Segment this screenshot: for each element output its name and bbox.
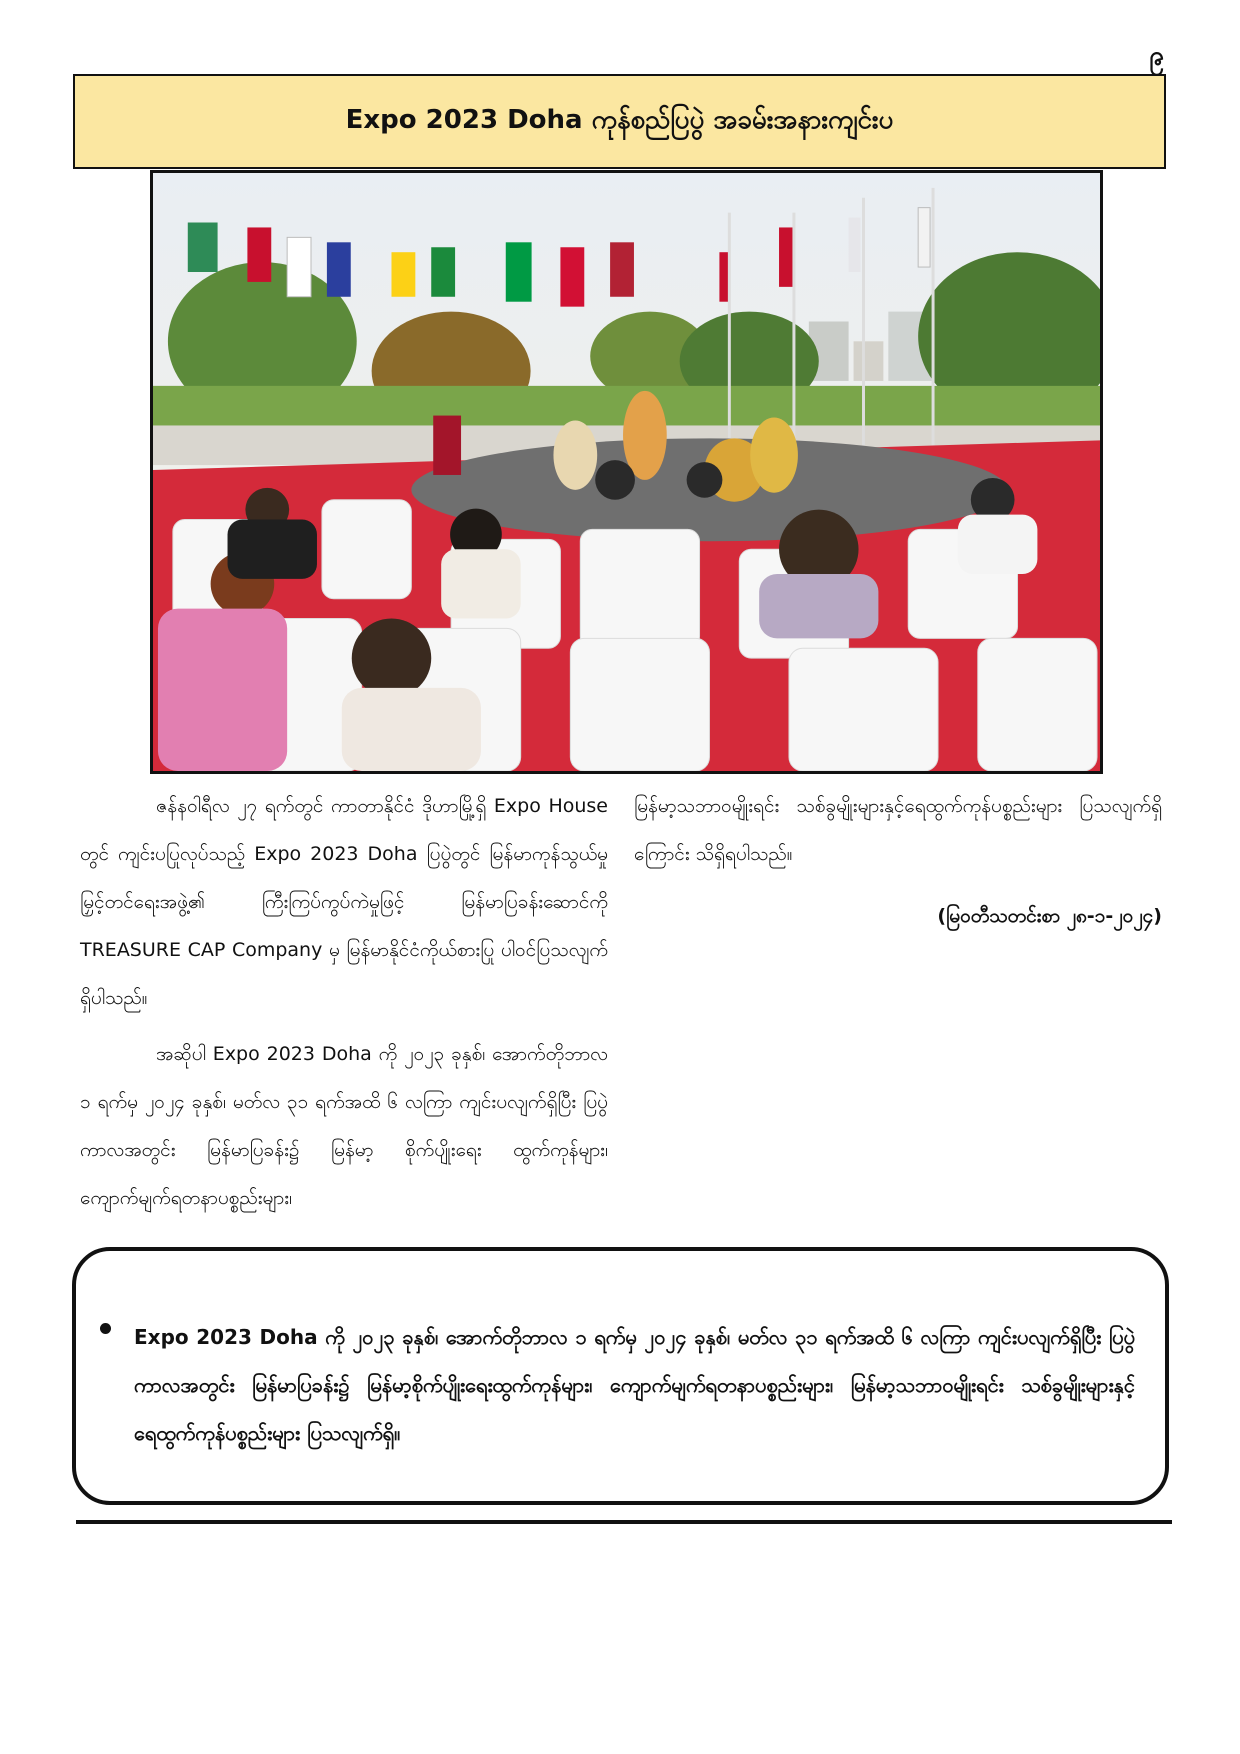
article-paragraph: ဇန်နဝါရီလ ၂၇ ရက်တွင် ကာတာနိုင်ငံ ဒိုဟာမြို့ရှိ Expo House တွင် ကျင်းပပြုလုပ်သည့် Expo 2023 Doha ပြပွဲတွင် မြန်မာကုန်သွယ်မှု မြှင့်တင်ရေးအဖွဲ့၏ ကြီးကြပ်ကွပ်ကဲမှုဖြင့် မြန်မာပြခန်းဆောင်ကို TREASURE CAP Company မှ မြန်မာနိုင်ငံကိုယ်စားပြု ပါဝင်ပြသလျက်ရှိပါသည်။ (80, 795, 608, 1009)
article-photo (150, 170, 1103, 774)
bottom-divider (76, 1520, 1172, 1524)
article-paragraph: မြန်မာ့သဘာဝမျိုးရင်း သစ်ခွမျိုးများနှင့်ရေထွက်ကုန်ပစ္စည်းများ ပြသလျက်ရှိကြောင်း သိရှိရပါသည်။ (634, 795, 1162, 865)
article-column-right (634, 782, 1162, 948)
page-title: Expo 2023 Doha ကုန်စည်ပြပွဲ အခမ်းအနားကျင်းပ (73, 74, 1166, 169)
bullet-icon (100, 1323, 111, 1334)
photo-expo-myanmar-dance-performance (153, 173, 1100, 771)
summary-text: Expo 2023 Doha ကို ၂၀၂၃ ခုနှစ်၊ အောက်တိုဘာလ ၁ ရက်မှ ၂၀၂၄ ခုနှစ်၊ မတ်လ ၃၁ ရက်အထိ ၆ လကြာ ကျင်းပလျက်ရှိပြီး ပြပွဲကာလအတွင်း မြန်မာပြခန်း၌ မြန်မာ့စိုက်ပျိုးရေးထွက်ကုန်များ၊ ကျောက်မျက်ရတနာပစ္စည်းများ၊ မြန်မာ့သဘာဝမျိုးရင်း သစ်ခွမျိုးများနှင့် ရေထွက်ကုန်ပစ္စည်းများ ပြသလျက်ရှိ။ (134, 1325, 1135, 1445)
article-column-left (80, 782, 608, 1230)
summary-box (72, 1247, 1169, 1505)
page-number: ၉ (1149, 41, 1164, 71)
article-paragraph: အဆိုပါ Expo 2023 Doha ကို ၂၀၂၃ ခုနှစ်၊ အောက်တိုဘာလ ၁ ရက်မှ ၂၀၂၄ ခုနှစ်၊ မတ်လ ၃၁ ရက်အထိ ၆ လကြာ ကျင်းပလျက်ရှိပြီး ပြပွဲကာလအတွင်း မြန်မာပြခန်း၌ မြန်မာ့ စိုက်ပျိုးရေး ထွက်ကုန်များ၊ ကျောက်မျက်ရတနာပစ္စည်းများ၊ (80, 1043, 608, 1209)
article-source: (မြဝတီသတင်းစာ ၂၈-၁-၂၀၂၄) (937, 905, 1162, 927)
